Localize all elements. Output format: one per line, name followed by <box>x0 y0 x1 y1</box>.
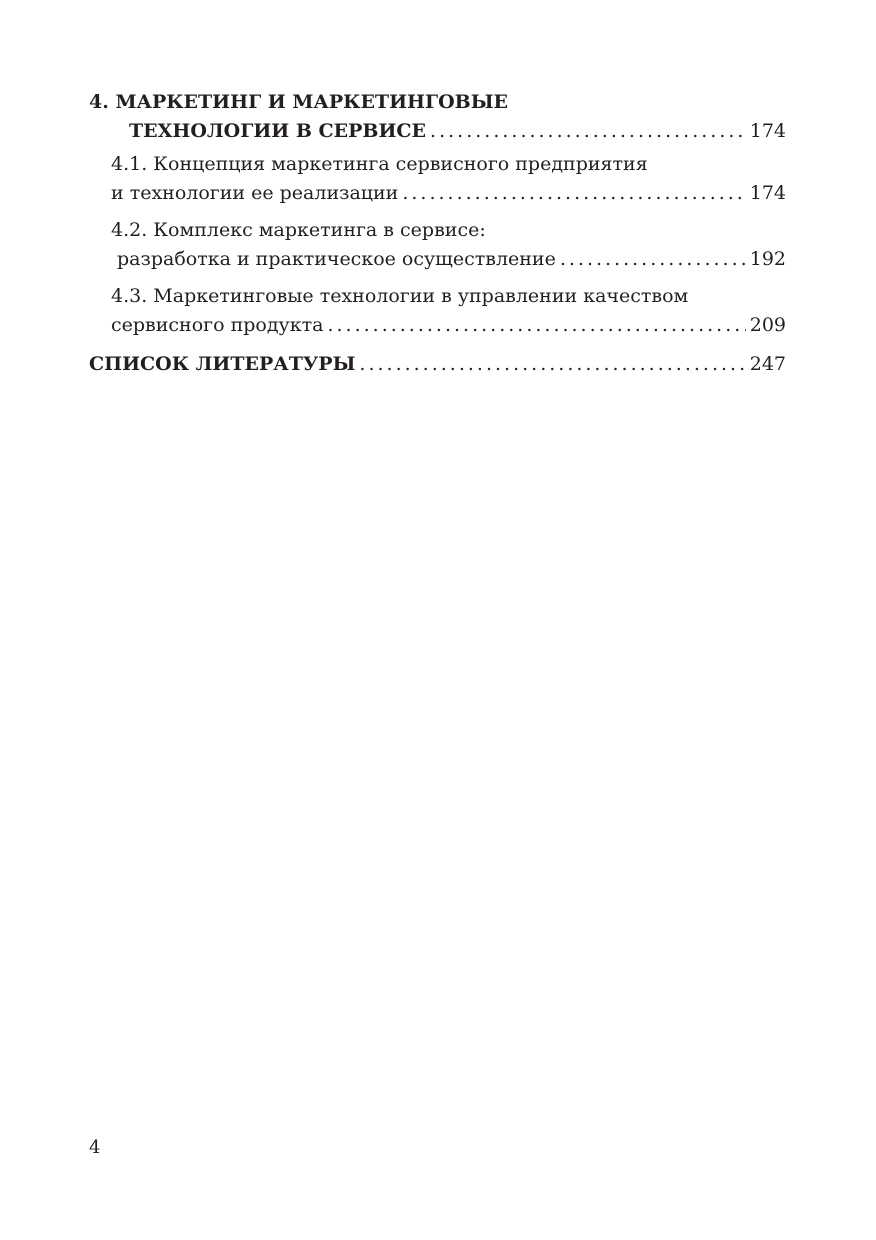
dot-leader <box>430 117 746 146</box>
toc-section-4-2 <box>89 216 786 274</box>
chapter-title-line1: МАРКЕТИНГ И МАРКЕТИНГОВЫЕ <box>115 91 509 113</box>
references-title: СПИСОК ЛИТЕРАТУРЫ <box>89 353 356 375</box>
section-page-number: 174 <box>749 182 786 204</box>
chapter-page-number: 174 <box>749 120 786 142</box>
section-title-text: сервисного продукта <box>111 314 324 336</box>
section-title-text: 4.3. Маркетинговые технологии в управлении качеством <box>111 285 689 307</box>
toc-chapter-heading-line1 <box>89 88 786 117</box>
dot-leader <box>327 311 745 340</box>
section-title-line2 <box>111 311 786 340</box>
toc-references <box>89 350 786 379</box>
chapter-number: 4. <box>89 91 109 113</box>
section-title-text: 4.1. Концепция маркетинга сервисного предприятия <box>111 153 648 175</box>
section-title-line2 <box>111 245 786 274</box>
toc-chapter-heading-line2 <box>89 117 786 146</box>
toc-section-4-3 <box>89 282 786 340</box>
dot-leader <box>402 179 745 208</box>
references-page-number: 247 <box>749 353 786 375</box>
page-number-folio: 4 <box>89 1137 101 1158</box>
section-title-line2 <box>111 179 786 208</box>
section-page-number: 192 <box>749 248 786 270</box>
toc-chapter-4 <box>89 88 786 146</box>
dot-leader <box>359 350 745 379</box>
section-title-text: 4.2. Комплекс маркетинга в сервисе: <box>111 219 486 241</box>
section-page-number: 209 <box>749 314 786 336</box>
references-line <box>89 350 786 379</box>
chapter-title-line2: ТЕХНОЛОГИИ В СЕРВИСЕ <box>129 120 427 142</box>
section-title-line1 <box>111 150 786 179</box>
table-of-contents <box>89 88 786 383</box>
section-title-line1 <box>111 216 786 245</box>
toc-section-4-1 <box>89 150 786 208</box>
dot-leader <box>560 245 746 274</box>
section-title-text: и технологии ее реализации <box>111 182 399 204</box>
section-title-text: разработка и практическое осуществление <box>117 248 556 270</box>
section-title-line1 <box>111 282 786 311</box>
